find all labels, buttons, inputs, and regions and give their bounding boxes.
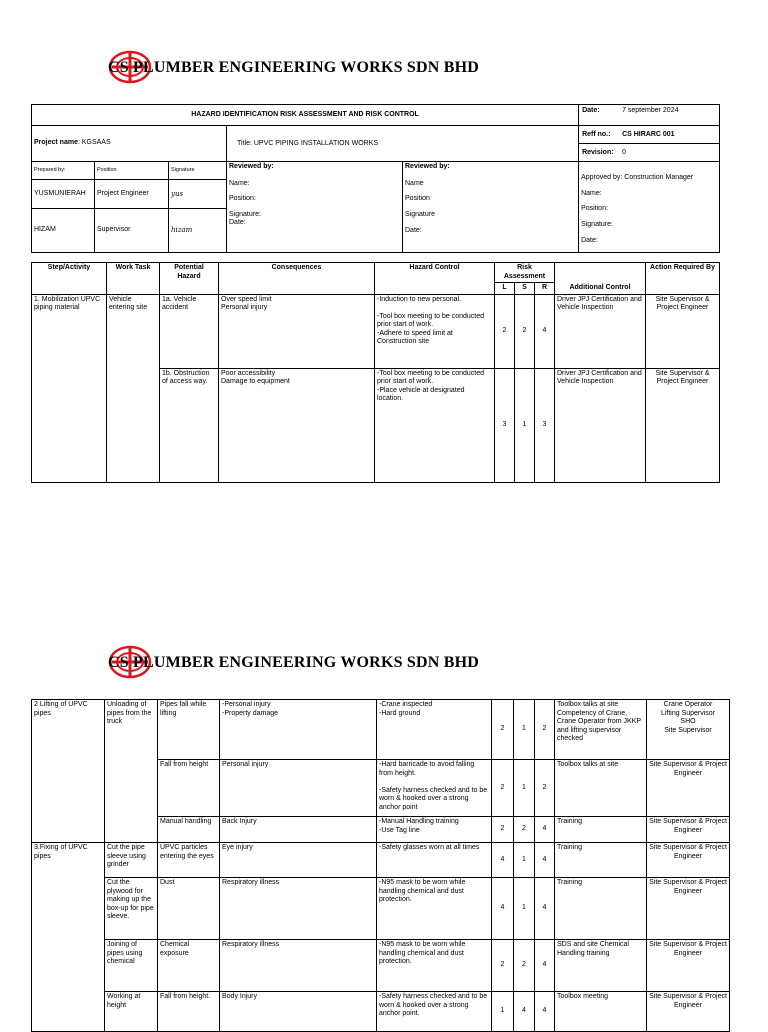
cell-additional: Training bbox=[555, 817, 647, 843]
cell-action: Site Supervisor & Project Engineer bbox=[647, 817, 730, 843]
cell-s: 1 bbox=[514, 760, 535, 817]
cell-task: Cut the plywood for making up the box-up for pipe sleeve. bbox=[105, 878, 158, 940]
cell-control: -Manual Handling training -Use Tag line bbox=[377, 817, 492, 843]
table-row bbox=[32, 992, 730, 1032]
cell-l: 4 bbox=[492, 843, 514, 878]
header-risk: Risk Assessment bbox=[495, 263, 555, 283]
header-step: Step/Activity bbox=[32, 263, 107, 295]
cell-task: Cut the pipe sleeve using grinder bbox=[105, 843, 158, 878]
table-row bbox=[32, 878, 730, 940]
cell-step: 2 Lifting of UPVC pipes bbox=[32, 700, 105, 843]
cell-action: Site Supervisor & Project Engineer bbox=[647, 843, 730, 878]
header-s: S bbox=[515, 283, 535, 295]
header-action: Action Required By bbox=[646, 263, 720, 295]
preparer-2-signature: hizam bbox=[169, 209, 227, 253]
cell-consequences: Poor accessibility Damage to equipment bbox=[219, 368, 375, 482]
cell-additional: Driver JPJ Certification and Vehicle Inspection bbox=[555, 294, 646, 368]
cell-s: 1 bbox=[514, 700, 535, 760]
approver-signature-label: Signature: bbox=[581, 220, 613, 228]
table-row bbox=[32, 700, 730, 760]
ref-label: Reff no.: bbox=[582, 131, 611, 138]
cell-hazard: Chemical exposure bbox=[158, 940, 220, 992]
cell-s: 1 bbox=[514, 878, 535, 940]
cell-control: -Hard barricade to avoid falling from height. -Safety harness checked and to be worn & hooked over a strong anchor point bbox=[377, 760, 492, 817]
ref-value: CS HIRARC 001 bbox=[622, 131, 675, 138]
reviewer-2-signature-label: Signature bbox=[405, 210, 435, 218]
cell-hazard: 1a. Vehicle accident bbox=[160, 294, 219, 368]
reviewer-1-signature-label: Signature: bbox=[229, 210, 261, 218]
cell-consequences: Over speed limit Personal injury bbox=[219, 294, 375, 368]
reviewer-2-position-label: Position bbox=[405, 195, 430, 202]
cell-control: -Induction to new personal. -Tool box meeting to be conducted prior start of work. -Adhere to speed limit at Construction site bbox=[375, 294, 495, 368]
preparer-1-position: Project Engineer bbox=[95, 180, 169, 209]
date-label: Date: bbox=[582, 107, 600, 114]
cell-r: 3 bbox=[535, 368, 555, 482]
reviewer-2-date-label: Date: bbox=[405, 227, 422, 234]
cell-control: -Safety harness checked and to be worn & hooked over a strong anchor point. bbox=[377, 992, 492, 1032]
cell-hazard: Manual handling bbox=[158, 817, 220, 843]
cell-hazard: Dust bbox=[158, 878, 220, 940]
header-l: L bbox=[495, 283, 515, 295]
cell-action: Site Supervisor & Project Engineer bbox=[647, 878, 730, 940]
risk-table-page-2 bbox=[31, 699, 730, 1032]
cell-r: 4 bbox=[535, 817, 555, 843]
cell-action: Site Supervisor & Project Engineer bbox=[646, 368, 720, 482]
cell-additional: Driver JPJ Certification and Vehicle Inspection bbox=[555, 368, 646, 482]
cell-s: 1 bbox=[514, 843, 535, 878]
table-row bbox=[32, 294, 720, 368]
preparer-1-name: YUSMUNIERAH bbox=[32, 180, 95, 209]
approver-position-label: Position: bbox=[581, 205, 608, 212]
cell-task: Joining of pipes using chemical bbox=[105, 940, 158, 992]
cell-task: Working at height bbox=[105, 992, 158, 1032]
cell-control: -N95 mask to be worn while handling chemical and dust protection. bbox=[377, 878, 492, 940]
table-row bbox=[32, 843, 730, 878]
preparer-2-position: Supervisor bbox=[95, 209, 169, 253]
approver-name-label: Name: bbox=[581, 189, 602, 197]
revision-value: 0 bbox=[622, 149, 626, 156]
cell-l: 1 bbox=[492, 992, 514, 1032]
cell-consequences: Personal injury bbox=[220, 760, 377, 817]
revision-label: Revision: bbox=[582, 149, 614, 156]
signature-col-label: Signature bbox=[169, 162, 227, 180]
company-header-page-2 bbox=[106, 654, 606, 676]
approved-by: Approved by: Construction Manager bbox=[581, 174, 694, 181]
cell-action: Site Supervisor & Project Engineer bbox=[647, 992, 730, 1032]
cell-action: Site Supervisor & Project Engineer bbox=[647, 940, 730, 992]
cell-r: 4 bbox=[535, 940, 555, 992]
cell-additional: Toolbox talks at site bbox=[555, 760, 647, 817]
cell-l: 2 bbox=[492, 760, 514, 817]
approver-date-label: Date: bbox=[581, 237, 598, 244]
form-title: HAZARD IDENTIFICATION RISK ASSESSMENT AND RISK CONTROL bbox=[32, 105, 579, 126]
cell-hazard: 1b. Obstruction of access way. bbox=[160, 368, 219, 482]
cell-action: Crane Operator Lifting Supervisor SHO Site Supervisor bbox=[647, 700, 730, 760]
cell-s: 4 bbox=[514, 992, 535, 1032]
cell-task: Unloading of pipes from the truck bbox=[105, 700, 158, 843]
cell-hazard: UPVC particles entering the eyes bbox=[158, 843, 220, 878]
cell-s: 2 bbox=[515, 294, 535, 368]
cell-additional: Training bbox=[555, 843, 647, 878]
cell-r: 4 bbox=[535, 843, 555, 878]
cell-s: 2 bbox=[514, 940, 535, 992]
cell-consequences: Body Injury bbox=[220, 992, 377, 1032]
project-name-label: Project name bbox=[34, 139, 78, 147]
cell-step: 3.Fixing of UPVC pipes bbox=[32, 843, 105, 1032]
cell-control: -Crane inspected -Hard ground bbox=[377, 700, 492, 760]
document-title bbox=[227, 126, 579, 162]
company-name: CS PLUMBER ENGINEERING WORKS SDN BHD bbox=[108, 59, 479, 76]
cell-additional: Toolbox talks at site Competency of Crane, Crane Operator from JKKP and lifting supervisor checked bbox=[555, 700, 647, 760]
date-value: 7 september 2024 bbox=[622, 107, 679, 114]
cell-r: 4 bbox=[535, 294, 555, 368]
cell-hazard: Fall from height bbox=[158, 760, 220, 817]
cell-action: Site Supervisor & Project Engineer bbox=[646, 294, 720, 368]
title-value: : UPVC PIPING INSTALLATION WORKS bbox=[249, 139, 379, 147]
cell-consequences: -Personal injury -Property damage bbox=[220, 700, 377, 760]
cell-additional: SDS and site Chemical Handling training bbox=[555, 940, 647, 992]
cell-consequences: Back Injury bbox=[220, 817, 377, 843]
header-consequences: Consequences bbox=[219, 263, 375, 295]
header-control: Hazard Control bbox=[375, 263, 495, 295]
cell-step: 1. Mobilization UPVC piping material bbox=[32, 294, 107, 482]
reviewed-by-label-1: Reviewed by: bbox=[229, 163, 274, 170]
reviewed-by-label-2: Reviewed by: bbox=[405, 163, 450, 170]
cell-s: 2 bbox=[514, 817, 535, 843]
cell-hazard: Fall from height. bbox=[158, 992, 220, 1032]
form-header-table bbox=[31, 104, 720, 253]
cell-additional: Training bbox=[555, 878, 647, 940]
preparer-1-signature: yus bbox=[169, 180, 227, 209]
header-r: R bbox=[535, 283, 555, 295]
reviewer-1-position-label: Position: bbox=[229, 195, 256, 202]
cell-l: 2 bbox=[492, 817, 514, 843]
risk-table-page-1 bbox=[31, 262, 720, 483]
cell-r: 2 bbox=[535, 760, 555, 817]
header-task: Work Task bbox=[107, 263, 160, 295]
header-additional: Additional Control bbox=[555, 263, 646, 295]
company-header bbox=[106, 59, 606, 81]
cell-l: 2 bbox=[492, 700, 514, 760]
cell-hazard: Pipes fall while lifting bbox=[158, 700, 220, 760]
cell-r: 4 bbox=[535, 992, 555, 1032]
cell-r: 4 bbox=[535, 878, 555, 940]
cell-s: 1 bbox=[515, 368, 535, 482]
cell-control: -N95 mask to be worn while handling chemical and dust protection. bbox=[377, 940, 492, 992]
project-name-value: : KGSAAS bbox=[77, 139, 111, 147]
reviewer-2-name-label: Name bbox=[405, 179, 424, 187]
cell-consequences: Respiratory illness bbox=[220, 878, 377, 940]
cell-l: 4 bbox=[492, 878, 514, 940]
cell-l: 3 bbox=[495, 368, 515, 482]
header-hazard: Potential Hazard bbox=[160, 263, 219, 295]
title-label: Title bbox=[237, 139, 250, 147]
cell-consequences: Respiratory illness bbox=[220, 940, 377, 992]
reviewer-1-date-label: Date: bbox=[229, 219, 246, 226]
cell-control: -Tool box meeting to be conducted prior start of work. -Place vehicle at designated location. bbox=[375, 368, 495, 482]
company-name: CS PLUMBER ENGINEERING WORKS SDN BHD bbox=[108, 654, 479, 671]
cell-task: Vehicle entering site bbox=[107, 294, 160, 482]
position-col-label: Position bbox=[95, 162, 169, 180]
table-row bbox=[32, 940, 730, 992]
cell-control: -Safety glasses worn at all times bbox=[377, 843, 492, 878]
preparer-2-name: HIZAM bbox=[32, 209, 95, 253]
reviewer-1-name-label: Name: bbox=[229, 179, 250, 187]
prepared-by-label: Prepared by: bbox=[32, 162, 95, 180]
cell-additional: Toolbox meeting bbox=[555, 992, 647, 1032]
cell-action: Site Supervisor & Project Engineer bbox=[647, 760, 730, 817]
cell-l: 2 bbox=[492, 940, 514, 992]
cell-l: 2 bbox=[495, 294, 515, 368]
cell-consequences: Eye injury bbox=[220, 843, 377, 878]
cell-r: 2 bbox=[535, 700, 555, 760]
